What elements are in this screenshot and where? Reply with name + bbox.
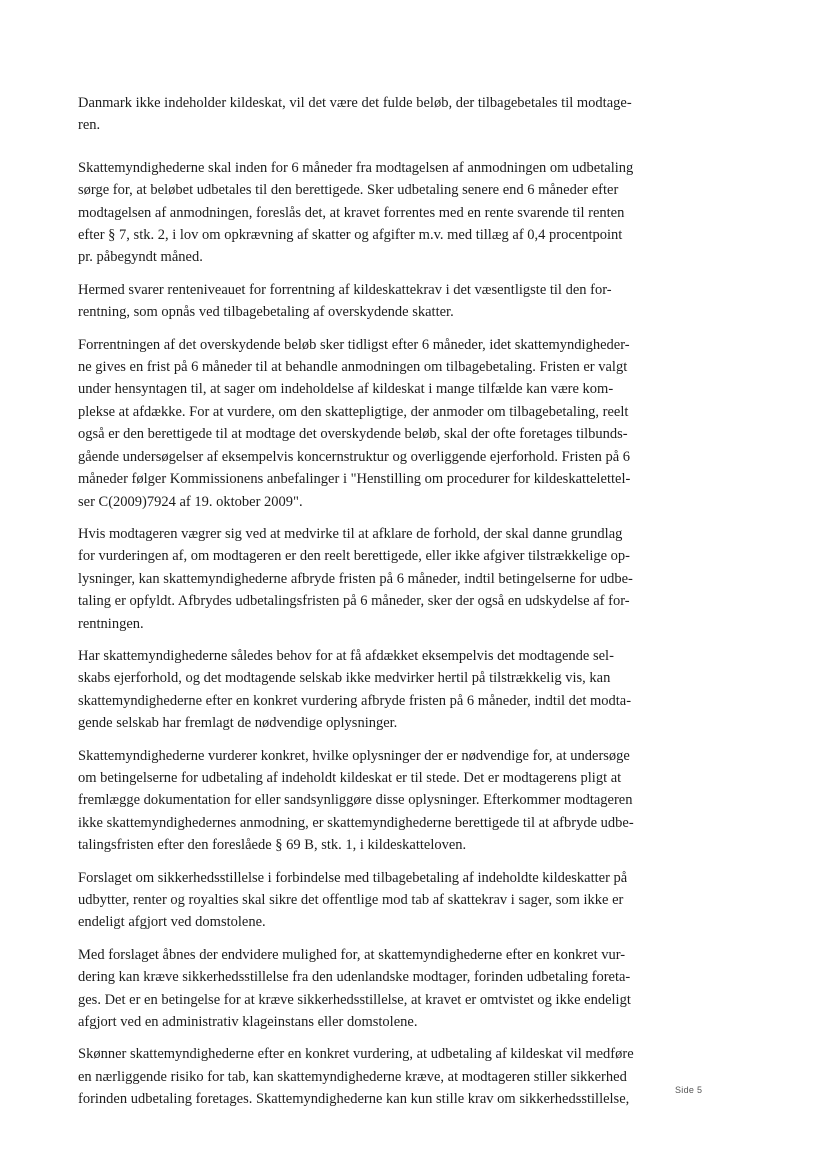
paragraph — [78, 645, 700, 735]
text-line: endeligt afgjort ved domstolene. — [78, 914, 266, 931]
text-line: Hermed svarer renteniveauet for forrentning af kildeskattekrav i det væsentligste til den for- — [78, 281, 612, 298]
text-line: dering kan kræve sikkerhedsstillelse fra den udenlandske modtager, forinden udbetaling foreta- — [78, 969, 631, 986]
text-line: måneder følger Kommissionens anbefalinger i "Henstilling om procedurer for kildeskattelettel- — [78, 471, 631, 488]
text-line: en nærliggende risiko for tab, kan skattemyndighederne kræve, at modtageren stiller sikkerhed — [78, 1068, 627, 1085]
text-line: for vurderingen af, om modtageren er den reelt berettigede, eller ikke afgiver tilstrækkelige op- — [78, 548, 630, 565]
paragraph — [78, 867, 700, 934]
text-line: Skattemyndighederne vurderer konkret, hvilke oplysninger der er nødvendige for, at undersøge — [78, 747, 630, 764]
text-line: ne gives en frist på 6 måneder til at behandle anmodningen om tilbagebetaling. Fristen er valgt — [78, 359, 628, 376]
text-line: Hvis modtageren vægrer sig ved at medvirke til at afklare de forhold, der skal danne grundlag — [78, 525, 623, 542]
text-line: ges. Det er en betingelse for at kræve sikkerhedsstillelse, at kravet er omtvistet og ikke endeligt — [78, 991, 631, 1008]
paragraph — [78, 523, 700, 635]
text-line: rentning, som opnås ved tilbagebetaling af overskydende skatter. — [78, 304, 454, 321]
text-line: plekse at afdække. For at vurdere, om den skattepligtige, der anmoder om tilbagebetaling, reelt — [78, 403, 629, 420]
paragraph — [78, 279, 700, 324]
paragraph — [78, 944, 700, 1034]
text-line: afgjort ved en administrativ klageinstans eller domstolene. — [78, 1014, 418, 1031]
text-line: sørge for, at beløbet udbetales til den berettigede. Sker udbetaling senere end 6 måneder efter — [78, 182, 619, 199]
text-line: under hensyntagen til, at sager om indeholdelse af kildeskat i mange tilfælde kan være kom- — [78, 381, 614, 398]
text-line: pr. påbegyndt måned. — [78, 249, 203, 266]
text-line: udbytter, renter og royalties skal sikre det offentlige mod tab af skattekrav i sager, som ikke er — [78, 892, 624, 908]
text-line: forinden udbetaling foretages. Skattemyndighederne kan kun stille krav om sikkerhedsstillelse, — [78, 1091, 630, 1108]
text-line: om betingelserne for udbetaling af indeholdt kildeskat er til stede. Det er modtagerens pligt at — [78, 769, 622, 786]
text-line: modtagelsen af anmodningen, foreslås det, at kravet forrentes med en rente svarende til renten — [78, 204, 625, 221]
text-line: Forrentningen af det overskydende beløb sker tidligst efter 6 måneder, idet skattemyndigheder- — [78, 336, 630, 353]
text-line: ser C(2009)7924 af 19. oktober 2009". — [78, 493, 303, 510]
document-body — [78, 92, 703, 1111]
text-line: lysninger, kan skattemyndighederne afbryde fristen på 6 måneder, indtil betingelserne for udbe- — [78, 570, 633, 587]
paragraph — [78, 1043, 703, 1110]
text-line: efter § 7, stk. 2, i lov om opkrævning af skatter og afgifter m.v. med tillæg af 0,4 procentpoint — [78, 227, 623, 244]
page-number: Side 5 — [675, 1085, 703, 1095]
text-line: skabs ejerforhold, og det modtagende selskab ikke medvirker hertil på tilstrækkelig vis, kan — [78, 670, 611, 687]
text-line: ren. — [78, 117, 101, 134]
paragraph — [78, 157, 700, 269]
text-line: ikke skattemyndighedernes anmodning, er skattemyndighederne berettigede til at afbryde udbe- — [78, 814, 634, 831]
paragraph — [78, 92, 700, 137]
text-line: Skattemyndighederne skal inden for 6 måneder fra modtagelsen af anmodningen om udbetaling — [78, 159, 634, 176]
paragraph — [78, 745, 700, 857]
text-line: Med forslaget åbnes der endvidere mulighed for, at skattemyndighederne efter en konkret vur- — [78, 946, 626, 963]
text-line: Danmark ikke indeholder kildeskat, vil det være det fulde beløb, der tilbagebetales til modtage- — [78, 95, 632, 111]
text-line: Har skattemyndighederne således behov for at få afdækket eksempelvis det modtagende sel- — [78, 647, 614, 664]
text-line: taling er opfyldt. Afbrydes udbetalingsfristen på 6 måneder, sker der også en udskydelse af for- — [78, 593, 630, 610]
text-line: gende selskab har fremlagt de nødvendige oplysninger. — [78, 715, 398, 732]
text-line: skattemyndighederne efter en konkret vurdering afbryde fristen på 6 måneder, indtil det modta- — [78, 692, 632, 709]
text-line: også er den berettigede til at modtage det overskydende beløb, skal der ofte foretages tilbunds- — [78, 426, 628, 443]
text-line: fremlægge dokumentation for eller sandsynliggøre disse oplysninger. Efterkommer modtageren — [78, 792, 633, 809]
text-line: rentningen. — [78, 615, 144, 632]
text-line: talingsfristen efter den foreslåede § 69 B, stk. 1, i kildeskatteloven. — [78, 837, 467, 854]
text-line: Forslaget om sikkerhedsstillelse i forbindelse med tilbagebetaling af indeholdte kildeskatter på — [78, 869, 628, 886]
text-line: gående undersøgelser af eksempelvis koncernstruktur og overliggende ejerforhold. Fristen på 6 — [78, 448, 631, 465]
text-line: Skønner skattemyndighederne efter en konkret vurdering, at udbetaling af kildeskat vil medføre — [78, 1046, 634, 1063]
paragraph — [78, 334, 700, 513]
